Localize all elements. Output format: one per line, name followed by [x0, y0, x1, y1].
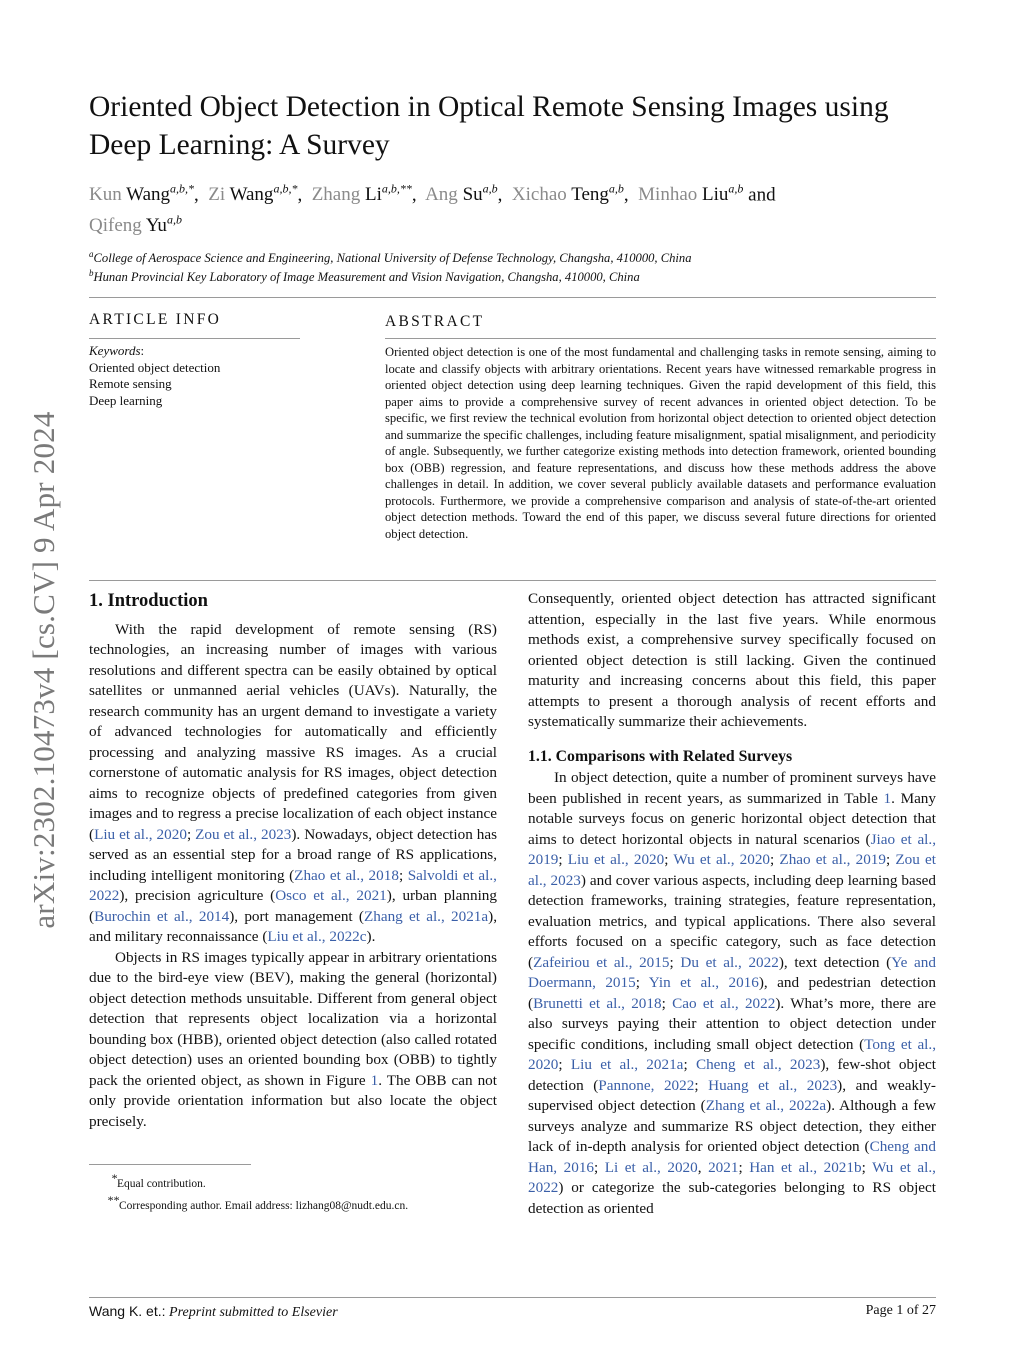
citation-link[interactable]: Han et al., 2021b — [749, 1158, 862, 1176]
author-joiner: and — [748, 184, 776, 206]
keyword: Deep learning — [89, 392, 163, 408]
citation-link[interactable]: Jiao et al., 2019 — [528, 830, 936, 868]
author: Xichao Teng$^{a,b}$ — [511, 182, 624, 206]
citation-link[interactable]: Zhang et al., 2021a — [363, 907, 489, 925]
citation-link[interactable]: Tong et al., 2020 — [528, 1035, 937, 1073]
keyword: Remote sensing — [89, 376, 172, 391]
citation-link[interactable]: 1 — [883, 789, 892, 807]
citation-link[interactable]: Zou et al., 2023 — [195, 825, 292, 843]
arxiv-id: arXiv:2302.10473v4 [cs.CV] 9 Apr 2024 — [26, 411, 61, 929]
citation-link[interactable]: Liu et al., 2020 — [94, 825, 187, 843]
article-info-rule — [89, 338, 300, 339]
citation-link[interactable]: Zhao et al., 2019 — [779, 851, 886, 868]
citation-link[interactable]: Wu et al., 2022 — [528, 1158, 936, 1196]
article-info-heading: ARTICLE INFO — [89, 311, 222, 328]
footnote-corresponding-author: **Corresponding author. Email address: lizhang08@nudt.edu.cn. — [107, 1192, 409, 1212]
citation-link[interactable]: Zhao et al., 2018 — [294, 866, 399, 884]
title-line-1: Oriented Object Detection in Optical Remote Sensing Images using — [89, 91, 889, 123]
author: Zhang $Li^{a,b,**}$ — [311, 182, 412, 206]
author: Zi Wang$^{a,b,*}$ — [208, 182, 298, 206]
footer-author: Wang K. et.: — [89, 1303, 166, 1319]
citation-link[interactable]: Brunetti et al., 2018 — [533, 994, 662, 1012]
paper-title — [89, 88, 949, 164]
keywords-block: Keywords: Oriented object detection Remote sensing Deep learning — [89, 343, 309, 409]
footnote-rule — [89, 1164, 251, 1165]
abstract-rule — [385, 338, 936, 339]
author: Kun Wang$^{a,b,*}$ — [89, 182, 195, 206]
citation-link[interactable]: Wu et al., 2020 — [673, 851, 771, 868]
footer-left — [89, 1303, 338, 1321]
footer-preprint-note: Preprint submitted to Elsevier — [169, 1305, 338, 1320]
citation-link[interactable]: Burochin et al., 2014 — [94, 907, 230, 925]
affiliation-b: $^b$Hunan Provincial Key Laboratory of Image Measurement and Vision Navigation, Changsha, 410000, China — [89, 268, 640, 285]
intro-paragraph-1: With the rapid development of remote sensing (RS) technologies, an increasing number of images with various resolutions and different spectra can be easily obtained by optical satellites or unmanned aerial vehicles (UAVs). Naturally, the research community has an urgent demand to investigate a variety of advanced technologies for automatically and efficiently processing and analyzing massive RS images. As a crucial cornerstone of automatic analysis for RS images, object detection aims to recognize objects of predefined categories from given images and to regress a precise localization of each object instance (Liu et al., 2020; Zou et al., 2023). Nowadays, object detection has served as an essential step for a broad range of RS applications, including intelligent monitoring (Zhao et al., 2018; Salvoldi et al., 2022), precision agriculture (Osco et al., 2021), urban planning (Burochin et al., 2014), port management (Zhang et al., 2021a), and military reconnaissance (Liu et al., 2022c). — [89, 620, 497, 945]
section-heading-introduction: 1. Introduction — [89, 591, 208, 611]
footnote-equal-contribution: *Equal contribution. — [111, 1171, 206, 1190]
author-list: Kun Wang$^{a,b,*}$, Zi Wang$^{a,b,*}$, Zhang $Li^{a,b,**}$, Ang Su$^{a,b}$, Xichao Teng$^{a,b}$, Minhao Liu$^{a,b}$ and Qifeng Yu$^{a,b}$ — [89, 182, 776, 236]
citation-link[interactable]: 1 — [370, 1071, 379, 1089]
arxiv-sidebar — [22, 370, 66, 970]
citation-link[interactable]: Liu et al., 2020 — [567, 851, 665, 868]
author: Qifeng Yu$^{a,b}$ — [89, 212, 182, 236]
related-surveys-paragraph: In object detection, quite a number of prominent surveys have been published in recent years, as summarized in Table 1. Many notable surveys focus on generic horizontal object detection that aims to detect horizontal objects in natural scenarios (Jiao et al., 2019; Liu et al., 2020; Wu et al., 2020; Zhao et al., 2019; Zou et al., 2023) and cover various aspects, including deep learning based detection frameworks, training strategies, feature representation, evaluation metrics, and typical applications. There also several efforts focused on a specific category, such as face detection (Zafeiriou et al., 2015; Du et al., 2022), text detection (Ye and Doermann, 2015; Yin et al., 2016), and pedestrian detection (Brunetti et al., 2018; Cao et al., 2022). What’s more, there are also surveys paying their attention to object detection under specific conditions, including small object detection (Tong et al., 2020; Liu et al., 2021a; Cheng et al., 2023), few-shot object detection (Pannone, 2022; Huang et al., 2023), and weakly-supervised object detection (Zhang et al., 2022a). Although a few surveys analyze and summarize RS object detection, they either lack of in-depth analysis for oriented object detection (Cheng and Han, 2016; Li et al., 2020, 2021; Han et al., 2021b; Wu et al., 2022) or categorize the sub-categories belonging to RS object detection as oriented — [528, 769, 937, 1217]
citation-link[interactable]: Salvoldi et al., 2022 — [89, 866, 497, 904]
citation-link[interactable]: Pannone, 2022 — [598, 1076, 695, 1094]
intro-paragraph-2: Objects in RS images typically appear in arbitrary orientations due to the bird-eye view (BEV), making the general (horizontal) object detection methods unsuitable. Different from general object detection that represents object localization via a horizontal bounding box (HBB), oriented object detection (also called rotated object detection) uses an oriented bounding box (OBB) to tightly pack the oriented object, as shown in Figure 1. The OBB can not only provide orientation information but also locate the object precisely. — [89, 948, 497, 1130]
page-number: Page 1 of 27 — [865, 1303, 936, 1318]
citation-link[interactable]: Liu et al., 2021a — [570, 1056, 684, 1073]
keyword: Oriented object detection — [89, 359, 221, 375]
citation-link[interactable]: Zou et al., 2023 — [528, 851, 936, 889]
author: Minhao Liu$^{a,b}$ — [638, 182, 744, 206]
author: Ang Su$^{a,b}$ — [425, 182, 498, 206]
citation-link[interactable]: Yin et al., 2016 — [648, 974, 759, 991]
abstract-text: Oriented object detection is one of the most fundamental and challenging tasks in remote sensing, aiming to locate and classify objects with arbitrary orientations. Recent years have witnessed remarkable progress in oriented object detection using deep learning techniques. Given the rapid development of this field, this paper aims to provide a comprehensive survey of recent advances in oriented object detection. To be specific, we first review the technical evolution from horizontal object detection to oriented object detection and summarize the specific challenges, including feature misalignment, spatial misalignment, and periodicity of angle. Subsequently, we further categorize existing methods into detection framework, oriented bounding box (OBB) regression, and feature representations, and discuss how these methods address the above challenges in detail. In addition, we cover several publicly available datasets and performance evaluation protocols. Furthermore, we provide a comprehensive comparison and analysis of state-of-the-art oriented object detection methods. Toward the end of this paper, we discuss several future directions for oriented object detection. — [385, 345, 936, 541]
citation-link[interactable]: Cheng et al., 2023 — [695, 1056, 821, 1073]
citation-link[interactable]: 2021 — [708, 1158, 739, 1176]
citation-link[interactable]: Ye and Doermann, 2015 — [528, 953, 936, 991]
title-line-2: Deep Learning: A Survey — [89, 129, 390, 161]
left-column — [89, 591, 497, 1132]
citation-link[interactable]: Liu et al., 2022c — [267, 928, 367, 945]
citation-link[interactable]: Du et al., 2022 — [680, 953, 779, 971]
affiliation-a: $^a$College of Aerospace Science and Engineering, National University of Defense Technology, Changsha, 410000, China — [89, 249, 692, 266]
citation-link[interactable]: Cao et al., 2022 — [672, 994, 776, 1012]
intro-paragraph-3: Consequently, oriented object detection has attracted significant attention, especially in the last five years. While enormous methods exist, a comprehensive survey specifically focused on oriented object detection is still lacking. Given the continued maturity and increasing concerns about this field, this paper attempts to present a thorough analysis of recent efforts and systematically summarize their achievements. — [528, 590, 936, 730]
subsection-heading-related-surveys: 1.1. Comparisons with Related Surveys — [528, 747, 793, 765]
footer-rule — [89, 1297, 936, 1298]
citation-link[interactable]: Osco et al., 2021 — [275, 887, 387, 904]
citation-link[interactable]: Li et al., 2020 — [604, 1158, 698, 1176]
keywords-label: Keywords — [89, 343, 141, 358]
citation-link[interactable]: Zafeiriou et al., 2015 — [533, 953, 670, 971]
right-column — [528, 589, 936, 1219]
citation-link[interactable]: Cheng and Han, 2016 — [528, 1138, 936, 1176]
citation-link[interactable]: Huang et al., 2023 — [708, 1076, 838, 1094]
footnotes — [89, 1170, 519, 1214]
body-rule — [89, 580, 936, 581]
citation-link[interactable]: Zhang et al., 2022a — [705, 1097, 827, 1114]
abstract-heading: ABSTRACT — [385, 313, 485, 330]
header-rule — [89, 297, 936, 298]
